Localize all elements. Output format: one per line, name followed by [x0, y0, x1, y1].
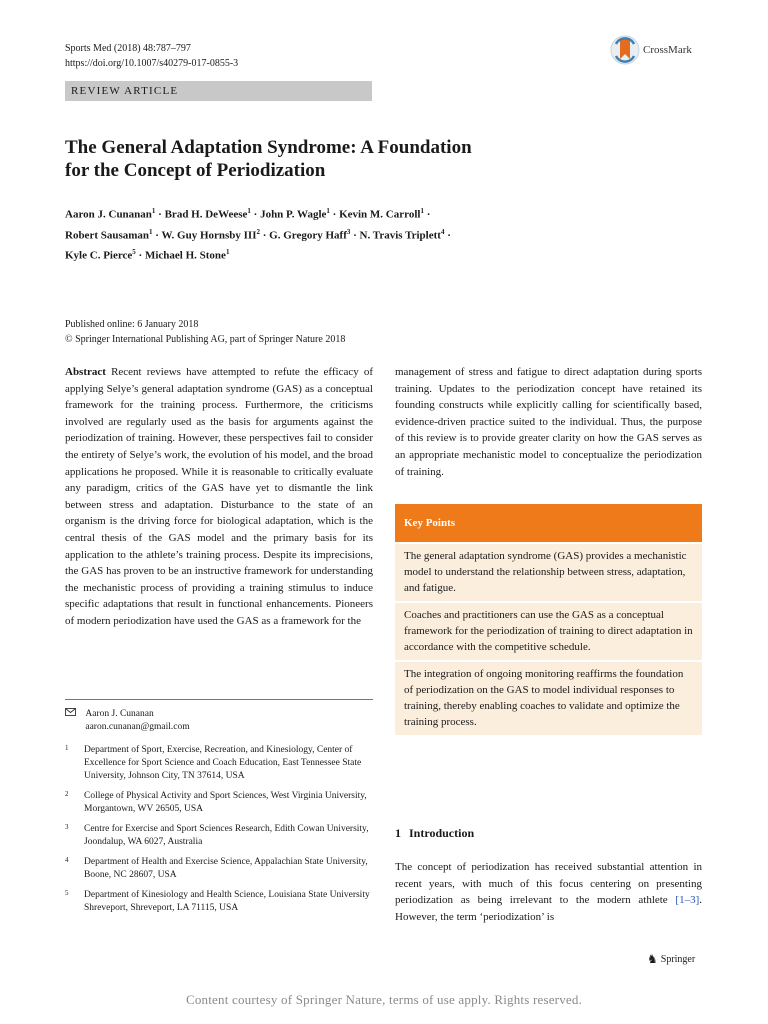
author-affiliation: 1: [326, 207, 330, 215]
citation-link[interactable]: [1–3]: [675, 894, 700, 907]
affiliation-item: [65, 823, 375, 849]
article-title: [65, 136, 705, 182]
crossmark-badge[interactable]: [610, 33, 692, 67]
author-name[interactable]: N. Travis Triplett: [359, 229, 441, 242]
copyright-line: © Springer International Publishing AG, part of Springer Nature 2018: [65, 334, 346, 345]
author-affiliation: 4: [440, 227, 445, 236]
publication-info: [65, 317, 345, 347]
footnote-divider: [65, 699, 373, 700]
author-line-2: Robert Sausaman$^1$ · W. Guy Hornsby $III^2 \cdot G$. Gregory Haff$^3$ · N. Travis Triplett$^4$ ·: [65, 227, 451, 242]
author-name[interactable]: W. Guy Hornsby III: [161, 229, 257, 242]
published-date: Published online: 6 January 2018: [65, 319, 199, 330]
section-title: Introduction: [409, 826, 475, 840]
affiliation-number: 4: [65, 856, 69, 864]
author-list: [65, 203, 705, 265]
title-line-2: for the Concept of Periodization: [65, 160, 326, 181]
contact-name: Aaron J. Cunanan: [85, 709, 154, 719]
publisher-name: Springer: [660, 954, 696, 965]
envelope-icon: [65, 708, 77, 721]
springer-horse-icon: ♞: [647, 952, 658, 966]
affiliation-text: Department of Health and Exercise Science, Appalachian State University, Boone, NC 28607, USA: [84, 857, 368, 880]
abstract-text: Recent reviews have attempted to refute the efficacy of applying Selye’s general adaptation syndrome (GAS) as a conceptual framework for the training process. Furthermore, the criticisms involved are regularly used as the basis for arguments against the periodization of training. However, these perspectives fail to consider the entirety of Selye’s work, the evolution of his model, and the broad applications he proposed. While it is reasonable to critically evaluate any paradigm, critics of the GAS have yet to dismantle the link between stress and adaptation. Disturbance to the state of an organism is the driving force for biological adaptation, which is the central thesis of the GAS model and the primary basis for its application to the athlete’s training process. Despite its imprecisions, the GAS has proven to be an instructive framework for understanding the mechanistic process of providing a training stimulus to induce specific adaptations that result in functional enhancements. Pioneers of modern periodization have used the GAS as a framework for the: [65, 366, 374, 627]
crossmark-label: CrossMark: [643, 44, 692, 56]
author-line-1: Aaron J. Cunanan$^1$ · Brad H. DeWeese$^1$ · John P. Wagle$^1$ · Kevin M. Carroll$^1$ ·: [65, 207, 431, 221]
author-name[interactable]: Robert Sausaman: [65, 229, 150, 242]
affiliations-list: [65, 744, 375, 922]
key-point-item: The integration of ongoing monitoring reaffirms the foundation of periodization on the GAS to model individual responses to training, thereby enabling coaches to validate and optimize the training process.: [395, 662, 702, 735]
affiliation-item: [65, 790, 375, 816]
key-points-heading: Key Points: [395, 504, 702, 542]
author-affiliation: 2: [256, 227, 260, 236]
footer-notice: Content courtesy of Springer Nature, terms of use apply. Rights reserved.: [185, 992, 583, 1007]
author-name[interactable]: John P. Wagle: [260, 208, 327, 221]
affiliation-number: 3: [65, 823, 69, 831]
author-affiliation: 1: [151, 207, 156, 215]
article-type-banner: REVIEW ARTICLE: [65, 81, 372, 101]
author-name[interactable]: Aaron J. Cunanan: [65, 208, 152, 221]
key-point-item: The general adaptation syndrome (GAS) provides a mechanistic model to understand the relationship between stress, adaptation, and fatigue.: [395, 544, 702, 601]
author-name[interactable]: Michael H. Stone: [144, 249, 226, 262]
author-line-3: Kyle C. Pierce$^5$ · Michael H. Stone$^1$: [65, 248, 230, 262]
publisher-logo: [647, 952, 695, 967]
affiliation-text: Centre for Exercise and Sport Sciences Research, Edith Cowan University, Joondalup, WA 6027, Australia: [84, 824, 369, 847]
abstract-column-2: management of stress and fatigue to direct adaptation during sports training. Updates to the periodization concept have retained its founding constructs while explicitly calling for scientifically based, evidence-driven practice suited to the individual. Thus, the purpose of this review is to provide greater clarity on how the GAS serves as an appropriate mechanistic model to conceptualize the periodization of training.: [395, 366, 702, 478]
intro-text-cont: . However, the term ‘periodization’ is: [395, 894, 702, 923]
author-affiliation: 1: [225, 248, 230, 257]
affiliation-number: 2: [65, 790, 69, 798]
crossmark-icon: [610, 33, 640, 67]
abstract-column-1: [65, 364, 373, 630]
abstract-label: Abstract: [65, 366, 106, 378]
author-affiliation: 3: [346, 227, 351, 236]
affiliation-item: [65, 744, 375, 783]
key-points-box: [395, 504, 702, 735]
author-name[interactable]: G. Gregory Haff: [269, 229, 347, 242]
affiliation-text: Department of Kinesiology and Health Science, Louisiana State University Shreveport, Shreveport, LA 71115, USA: [84, 890, 370, 913]
section-heading-introduction: [395, 826, 474, 841]
section-number: 1: [395, 826, 401, 840]
key-point-item: Coaches and practitioners can use the GAS as a conceptual framework for the periodization of training to direct adaptation in accordance with the competitive schedule.: [395, 603, 702, 660]
affiliation-item: [65, 889, 375, 915]
intro-text: The concept of periodization has received substantial attention in recent years, with much of this focus centering on presenting periodization as being irrelevant to the modern athlete: [395, 861, 702, 907]
author-name[interactable]: Brad H. DeWeese: [164, 208, 248, 221]
doi-link[interactable]: https://doi.org/10.1007/s40279-017-0855-3: [65, 58, 239, 69]
affiliation-text: College of Physical Activity and Sport Sciences, West Virginia University, Morgantown, WV 26505, USA: [84, 791, 367, 814]
author-affiliation: 1: [149, 227, 153, 236]
journal-citation: Sports Med (2018) 48:787–797: [65, 43, 191, 54]
affiliation-item: [65, 856, 375, 882]
affiliation-text: Department of Sport, Exercise, Recreation, and Kinesiology, Center of Excellence for Sport Science and Coach Education, East Tennessee State University, Johnson City, TN 37614, USA: [84, 745, 362, 781]
contact-email[interactable]: aaron.cunanan@gmail.com: [85, 722, 190, 732]
affiliation-number: 1: [65, 744, 69, 752]
author-name[interactable]: Kyle C. Pierce: [65, 249, 133, 262]
introduction-paragraph: [395, 859, 702, 925]
corresponding-author: [65, 708, 190, 734]
title-line-1: The General Adaptation Syndrome: A Foundation: [65, 137, 472, 158]
author-affiliation: 5: [132, 248, 136, 257]
affiliation-number: 5: [65, 889, 69, 897]
author-affiliation: 1: [247, 207, 251, 215]
journal-header: [65, 41, 238, 71]
author-affiliation: 1: [420, 207, 424, 215]
author-name[interactable]: Kevin M. Carroll: [339, 208, 421, 221]
